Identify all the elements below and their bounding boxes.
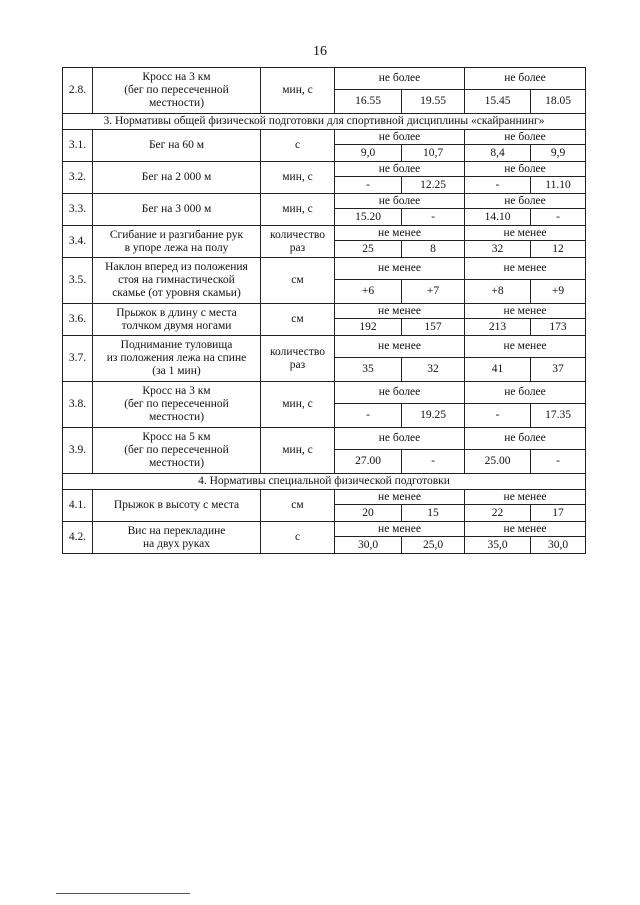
exercise-name: [93, 428, 261, 474]
unit-line: с: [294, 139, 301, 152]
unit-cell: [261, 130, 335, 162]
unit-cell: [261, 162, 335, 194]
qualifier-cell: не более: [465, 68, 586, 90]
row-number: 3.2.: [63, 162, 93, 194]
qualifier-cell: не менее: [335, 522, 465, 537]
qualifier-cell: не более: [335, 428, 465, 450]
value-cell: 37: [531, 358, 586, 382]
unit-line: с: [294, 531, 301, 544]
norms-table-body: [63, 68, 586, 554]
row-number: 3.6.: [63, 304, 93, 336]
value-cell: 12: [531, 241, 586, 258]
qualifier-cell: не более: [465, 428, 586, 450]
qualifier-cell: не менее: [465, 304, 586, 319]
qualifier-cell: не менее: [335, 226, 465, 241]
value-cell: +6: [335, 280, 402, 304]
unit-cell: [261, 522, 335, 554]
exercise-name-line: (бег по пересеченной: [124, 398, 229, 411]
value-cell: 30,0: [531, 537, 586, 554]
qualifier-cell: не менее: [465, 258, 586, 280]
unit-cell: [261, 258, 335, 304]
section-header-row: [63, 114, 586, 130]
qualifier-cell: не более: [335, 382, 465, 404]
value-cell: -: [402, 209, 465, 226]
qualifier-cell: не более: [465, 162, 586, 177]
qualifier-cell: не менее: [465, 490, 586, 505]
value-cell: 17: [531, 505, 586, 522]
unit-line: мин, с: [282, 398, 313, 411]
exercise-name-line: Прыжок в высоту с места: [113, 499, 240, 512]
value-cell: 27.00: [335, 450, 402, 474]
qualifier-cell: не менее: [335, 304, 465, 319]
qualifier-cell: не более: [335, 68, 465, 90]
unit-line: см: [291, 313, 304, 326]
exercise-name: [93, 68, 261, 114]
exercise-name: [93, 382, 261, 428]
section-title: 4. Нормативы специальной физической подготовки: [63, 474, 586, 490]
value-cell: 11.10: [531, 177, 586, 194]
table-row: [63, 162, 586, 177]
exercise-name-line: скамье (от уровня скамьи): [112, 286, 241, 299]
unit-cell: [261, 226, 335, 258]
unit-line: мин, с: [282, 203, 313, 216]
value-cell: 157: [402, 319, 465, 336]
qualifier-cell: не менее: [465, 336, 586, 358]
value-cell: 25: [335, 241, 402, 258]
unit-line: см: [291, 499, 304, 512]
value-cell: 15.45: [465, 90, 531, 114]
value-cell: +8: [465, 280, 531, 304]
exercise-name-line: Бег на 60 м: [148, 139, 205, 152]
exercise-name-line: местности): [148, 96, 205, 109]
value-cell: -: [402, 450, 465, 474]
value-cell: -: [335, 404, 402, 428]
exercise-name: [93, 522, 261, 554]
value-cell: 35: [335, 358, 402, 382]
row-number: 4.1.: [63, 490, 93, 522]
table-row: [63, 336, 586, 358]
value-cell: -: [465, 177, 531, 194]
row-number: 3.3.: [63, 194, 93, 226]
qualifier-cell: не менее: [465, 522, 586, 537]
unit-line: раз: [289, 241, 306, 254]
exercise-name-line: Кросс на 3 км: [142, 71, 211, 84]
unit-cell: [261, 428, 335, 474]
value-cell: 19.25: [402, 404, 465, 428]
row-number: 3.8.: [63, 382, 93, 428]
qualifier-cell: не менее: [335, 336, 465, 358]
value-cell: 22: [465, 505, 531, 522]
value-cell: 9,9: [531, 145, 586, 162]
table-row: [63, 130, 586, 145]
exercise-name-line: Сгибание и разгибание рук: [109, 228, 244, 241]
exercise-name: [93, 490, 261, 522]
value-cell: 20: [335, 505, 402, 522]
unit-line: количество: [270, 228, 325, 241]
table-row: [63, 258, 586, 280]
footnote-divider: [56, 893, 190, 894]
unit-line: количество: [270, 345, 325, 358]
value-cell: 25.00: [465, 450, 531, 474]
table-row: [63, 382, 586, 404]
exercise-name-line: (за 1 мин): [152, 364, 201, 377]
exercise-name: [93, 304, 261, 336]
exercise-name-line: (бег по пересеченной: [124, 84, 229, 97]
qualifier-cell: не более: [335, 130, 465, 145]
value-cell: +7: [402, 280, 465, 304]
exercise-name-line: в упоре лежа на полу: [124, 241, 229, 254]
unit-line: см: [291, 274, 304, 287]
value-cell: 18.05: [531, 90, 586, 114]
unit-line: мин, с: [282, 444, 313, 457]
unit-cell: [261, 68, 335, 114]
value-cell: 32: [465, 241, 531, 258]
value-cell: 15: [402, 505, 465, 522]
row-number: 3.7.: [63, 336, 93, 382]
unit-cell: [261, 382, 335, 428]
exercise-name-line: стоя на гимнастической: [118, 274, 235, 287]
value-cell: -: [465, 404, 531, 428]
value-cell: 14.10: [465, 209, 531, 226]
value-cell: 8: [402, 241, 465, 258]
unit-cell: [261, 336, 335, 382]
unit-cell: [261, 490, 335, 522]
row-number: 4.2.: [63, 522, 93, 554]
exercise-name-line: местности): [148, 456, 205, 469]
exercise-name-line: Вис на перекладине: [127, 524, 226, 537]
row-number: 3.5.: [63, 258, 93, 304]
value-cell: 41: [465, 358, 531, 382]
value-cell: 32: [402, 358, 465, 382]
value-cell: 25,0: [402, 537, 465, 554]
unit-line: мин, с: [282, 84, 313, 97]
exercise-name-line: местности): [148, 410, 205, 423]
value-cell: -: [531, 209, 586, 226]
value-cell: 19.55: [402, 90, 465, 114]
section-header-row: [63, 474, 586, 490]
exercise-name-line: Наклон вперед из положения: [105, 261, 248, 274]
table-row: [63, 428, 586, 450]
value-cell: 12.25: [402, 177, 465, 194]
table-row: [63, 522, 586, 537]
qualifier-cell: не более: [465, 382, 586, 404]
qualifier-cell: не более: [465, 194, 586, 209]
page-number: 16: [313, 44, 327, 59]
exercise-name-line: Прыжок в длину с места: [116, 306, 237, 319]
exercise-name-line: (бег по пересеченной: [124, 444, 229, 457]
exercise-name: [93, 336, 261, 382]
exercise-name-line: Кросс на 3 км: [142, 385, 211, 398]
value-cell: 30,0: [335, 537, 402, 554]
exercise-name-line: Бег на 3 000 м: [141, 203, 212, 216]
value-cell: -: [531, 450, 586, 474]
row-number: 2.8.: [63, 68, 93, 114]
unit-cell: [261, 304, 335, 336]
unit-line: раз: [289, 358, 306, 371]
exercise-name: [93, 162, 261, 194]
qualifier-cell: не менее: [465, 226, 586, 241]
value-cell: 17.35: [531, 404, 586, 428]
exercise-name-line: Кросс на 5 км: [142, 431, 211, 444]
row-number: 3.9.: [63, 428, 93, 474]
table-row: [63, 304, 586, 319]
qualifier-cell: не менее: [335, 490, 465, 505]
value-cell: 9,0: [335, 145, 402, 162]
section-title: 3. Нормативы общей физической подготовки для спортивной дисциплины «скайраннинг»: [63, 114, 586, 130]
value-cell: 192: [335, 319, 402, 336]
value-cell: -: [335, 177, 402, 194]
table-row: [63, 68, 586, 90]
row-number: 3.4.: [63, 226, 93, 258]
exercise-name-line: Бег на 2 000 м: [141, 171, 212, 184]
value-cell: 10,7: [402, 145, 465, 162]
value-cell: 16.55: [335, 90, 402, 114]
value-cell: 35,0: [465, 537, 531, 554]
row-number: 3.1.: [63, 130, 93, 162]
exercise-name: [93, 130, 261, 162]
value-cell: 15.20: [335, 209, 402, 226]
exercise-name: [93, 258, 261, 304]
value-cell: 213: [465, 319, 531, 336]
exercise-name-line: на двух руках: [142, 537, 210, 550]
exercise-name: [93, 194, 261, 226]
exercise-name: [93, 226, 261, 258]
unit-cell: [261, 194, 335, 226]
unit-line: мин, с: [282, 171, 313, 184]
qualifier-cell: не менее: [335, 258, 465, 280]
qualifier-cell: не более: [335, 194, 465, 209]
qualifier-cell: не более: [335, 162, 465, 177]
table-row: [63, 226, 586, 241]
table-row: [63, 194, 586, 209]
exercise-name-line: толчком двумя ногами: [121, 319, 232, 332]
table-row: [63, 490, 586, 505]
value-cell: 8,4: [465, 145, 531, 162]
exercise-name-line: из положения лежа на спине: [106, 352, 247, 365]
value-cell: +9: [531, 280, 586, 304]
exercise-name-line: Поднимание туловища: [120, 339, 233, 352]
norms-table: [62, 67, 586, 554]
qualifier-cell: не более: [465, 130, 586, 145]
value-cell: 173: [531, 319, 586, 336]
